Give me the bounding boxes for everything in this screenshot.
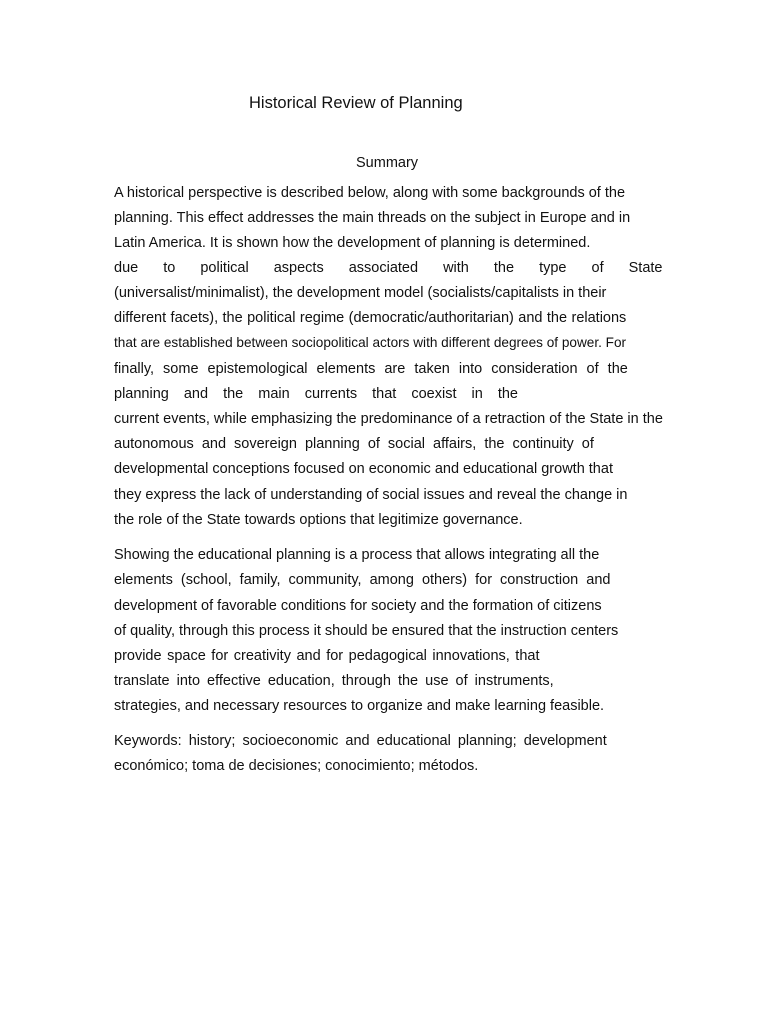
abstract-line: planning. This effect addresses the main threads on the subject in Europe and in bbox=[114, 210, 631, 226]
abstract-line: autonomous and sovereign planning of social affairs, the continuity of bbox=[114, 436, 594, 452]
paragraph-line: elements (school, family, community, among others) for construction and bbox=[114, 572, 611, 588]
abstract-line: Latin America. It is shown how the development of planning is determined. bbox=[114, 235, 591, 251]
paragraph-line: of quality, through this process it should be ensured that the instruction centers bbox=[114, 623, 619, 639]
abstract-line: A historical perspective is described below, along with some backgrounds of the bbox=[114, 185, 626, 201]
abstract-line: finally, some epistemological elements are taken into consideration of the bbox=[114, 361, 628, 377]
paragraph-line: strategies, and necessary resources to organize and make learning feasible. bbox=[114, 698, 605, 714]
paragraph-line: provide space for creativity and for pedagogical innovations, that bbox=[114, 648, 540, 664]
abstract-line: (universalist/minimalist), the development model (socialists/capitalists in their bbox=[114, 285, 607, 301]
keywords-line: económico; toma de decisiones; conocimiento; métodos. bbox=[114, 758, 479, 774]
keywords-line: Keywords: history; socioeconomic and educational planning; development bbox=[114, 733, 607, 749]
abstract-line: due to political aspects associated with the type of State bbox=[114, 260, 663, 276]
abstract-line: the role of the State towards options that legitimize governance. bbox=[114, 512, 523, 528]
summary-heading: Summary bbox=[356, 155, 419, 171]
paragraph-line: Showing the educational planning is a process that allows integrating all the bbox=[114, 547, 600, 563]
paragraph-line: development of favorable conditions for society and the formation of citizens bbox=[114, 598, 602, 614]
abstract-line: developmental conceptions focused on economic and educational growth that bbox=[114, 461, 613, 477]
abstract-line: they express the lack of understanding of social issues and reveal the change in bbox=[114, 487, 628, 503]
abstract-line: different facets), the political regime (democratic/authoritarian) and the relations bbox=[114, 310, 627, 326]
abstract-line: current events, while emphasizing the predominance of a retraction of the State in the bbox=[114, 411, 663, 427]
abstract-line: planning and the main currents that coexist in the bbox=[114, 386, 518, 402]
paragraph-line: translate into effective education, through the use of instruments, bbox=[114, 673, 554, 689]
abstract-line: that are established between sociopolitical actors with different degrees of power. For bbox=[114, 335, 627, 350]
document-title: Historical Review of Planning bbox=[249, 94, 463, 112]
